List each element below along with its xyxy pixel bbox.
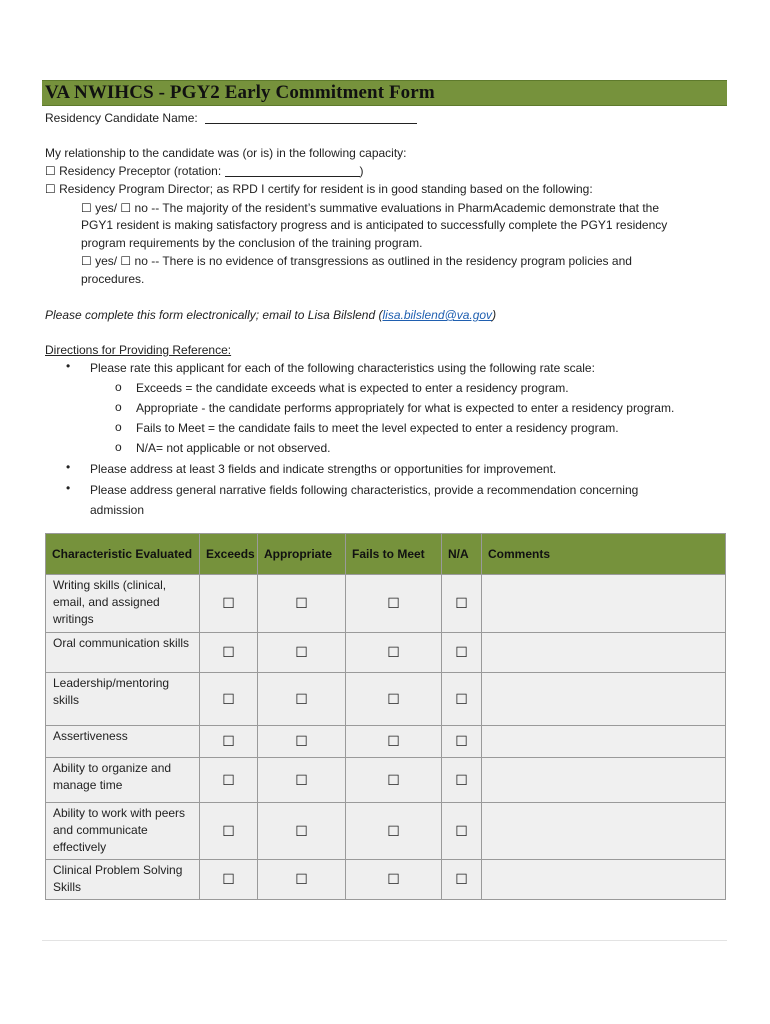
comments-field[interactable] (482, 633, 726, 673)
na-checkbox[interactable]: ☐ (442, 803, 482, 860)
fails-checkbox[interactable]: ☐ (346, 575, 442, 633)
email-link[interactable]: lisa.bilslend@va.gov (382, 308, 493, 322)
comments-field[interactable] (482, 803, 726, 860)
col-na: N/A (442, 534, 482, 575)
bullet-dot: • (66, 460, 71, 474)
appropriate-checkbox[interactable]: ☐ (258, 673, 346, 726)
exceeds-checkbox[interactable]: ☐ (200, 860, 258, 900)
rpd-item2-line1[interactable]: ☐ yes/ ☐ no -- There is no evidence of transgressions as outlined in the residency program policies and (81, 254, 632, 268)
rpd-item2-line2: procedures. (81, 272, 145, 286)
row-characteristic: Ability to organize and manage time (46, 758, 200, 803)
bullet-dot: • (66, 481, 71, 495)
instructions-close: ) (492, 308, 497, 322)
directions-bullet-3-line2: admission (90, 503, 145, 517)
exceeds-checkbox[interactable]: ☐ (200, 633, 258, 673)
directions-bullet-3-line1: Please address general narrative fields following characteristics, provide a recommendation concerning (90, 483, 639, 497)
candidate-name-label: Residency Candidate Name: (45, 111, 198, 125)
col-appropriate: Appropriate (258, 534, 346, 575)
appropriate-checkbox[interactable]: ☐ (258, 575, 346, 633)
scale-appropriate: Appropriate - the candidate performs appropriately for what is expected to enter a residency program. (136, 401, 675, 415)
fails-checkbox[interactable]: ☐ (346, 803, 442, 860)
na-checkbox[interactable]: ☐ (442, 673, 482, 726)
comments-field[interactable] (482, 673, 726, 726)
rpd-item1-line2: PGY1 resident is making satisfactory progress and is anticipated to successfully complete the PGY1 residency (81, 218, 668, 232)
na-checkbox[interactable]: ☐ (442, 726, 482, 758)
na-checkbox[interactable]: ☐ (442, 860, 482, 900)
exceeds-checkbox[interactable]: ☐ (200, 758, 258, 803)
col-characteristic: Characteristic Evaluated (46, 534, 200, 575)
exceeds-checkbox[interactable]: ☐ (200, 575, 258, 633)
title-bar (42, 80, 727, 106)
scale-na: N/A= not applicable or not observed. (136, 441, 331, 455)
rpd-item1-line3: program requirements by the conclusion of the training program. (81, 236, 423, 250)
sub-bullet-marker: o (115, 380, 122, 394)
row-characteristic: Leadership/mentoring skills (46, 673, 200, 726)
candidate-name-row (45, 110, 417, 126)
exceeds-checkbox[interactable]: ☐ (200, 803, 258, 860)
bullet-dot: • (66, 359, 71, 373)
row-characteristic: Clinical Problem Solving Skills (46, 860, 200, 900)
fails-checkbox[interactable]: ☐ (346, 673, 442, 726)
exceeds-checkbox[interactable]: ☐ (200, 673, 258, 726)
table-header-row (46, 534, 726, 575)
preceptor-option[interactable]: ☐ Residency Preceptor (rotation: (45, 164, 225, 178)
table-row (46, 673, 726, 726)
rotation-field[interactable] (225, 164, 360, 177)
candidate-name-field[interactable] (205, 111, 417, 124)
rpd-option[interactable]: ☐ Residency Program Director; as RPD I certify for resident is in good standing based on the following: (45, 182, 593, 196)
fails-checkbox[interactable]: ☐ (346, 860, 442, 900)
appropriate-checkbox[interactable]: ☐ (258, 860, 346, 900)
relationship-intro: My relationship to the candidate was (or is) in the following capacity: (45, 146, 407, 160)
rpd-item1-line1[interactable]: ☐ yes/ ☐ no -- The majority of the resident’s summative evaluations in PharmAcademic demonstrate that the (81, 201, 659, 215)
table-row (46, 860, 726, 900)
na-checkbox[interactable]: ☐ (442, 758, 482, 803)
appropriate-checkbox[interactable]: ☐ (258, 726, 346, 758)
col-exceeds: Exceeds (200, 534, 258, 575)
sub-bullet-marker: o (115, 420, 122, 434)
table-row (46, 758, 726, 803)
instructions-row (45, 307, 496, 323)
appropriate-checkbox[interactable]: ☐ (258, 803, 346, 860)
comments-field[interactable] (482, 860, 726, 900)
preceptor-close: ) (359, 164, 364, 178)
fails-checkbox[interactable]: ☐ (346, 758, 442, 803)
instructions-text: Please complete this form electronically; email to Lisa Bilslend ( (45, 308, 383, 322)
na-checkbox[interactable]: ☐ (442, 575, 482, 633)
comments-field[interactable] (482, 726, 726, 758)
row-characteristic: Ability to work with peers and communicate effectively (46, 803, 200, 860)
comments-field[interactable] (482, 758, 726, 803)
directions-heading: Directions for Providing Reference: (45, 343, 232, 357)
scale-fails: Fails to Meet = the candidate fails to meet the level expected to enter a residency program. (136, 421, 619, 435)
appropriate-checkbox[interactable]: ☐ (258, 758, 346, 803)
directions-bullet-1: Please rate this applicant for each of the following characteristics using the following rate scale: (90, 361, 595, 375)
scale-exceeds: Exceeds = the candidate exceeds what is expected to enter a residency program. (136, 381, 569, 395)
na-checkbox[interactable]: ☐ (442, 633, 482, 673)
row-characteristic: Oral communication skills (46, 633, 200, 673)
table-row (46, 726, 726, 758)
row-characteristic: Writing skills (clinical, email, and assigned writings (46, 575, 200, 633)
sub-bullet-marker: o (115, 440, 122, 454)
appropriate-checkbox[interactable]: ☐ (258, 633, 346, 673)
exceeds-checkbox[interactable]: ☐ (200, 726, 258, 758)
rating-table (45, 533, 726, 900)
preceptor-row[interactable] (45, 163, 364, 179)
comments-field[interactable] (482, 575, 726, 633)
table-row (46, 633, 726, 673)
row-characteristic: Assertiveness (46, 726, 200, 758)
fails-checkbox[interactable]: ☐ (346, 633, 442, 673)
form-title: VA NWIHCS - PGY2 Early Commitment Form (45, 82, 435, 103)
table-row (46, 575, 726, 633)
sub-bullet-marker: o (115, 400, 122, 414)
table-row (46, 803, 726, 860)
col-comments: Comments (482, 534, 726, 575)
directions-bullet-2: Please address at least 3 fields and indicate strengths or opportunities for improvement. (90, 462, 557, 476)
fails-checkbox[interactable]: ☐ (346, 726, 442, 758)
footer-divider (42, 940, 727, 941)
col-fails-to-meet: Fails to Meet (346, 534, 442, 575)
